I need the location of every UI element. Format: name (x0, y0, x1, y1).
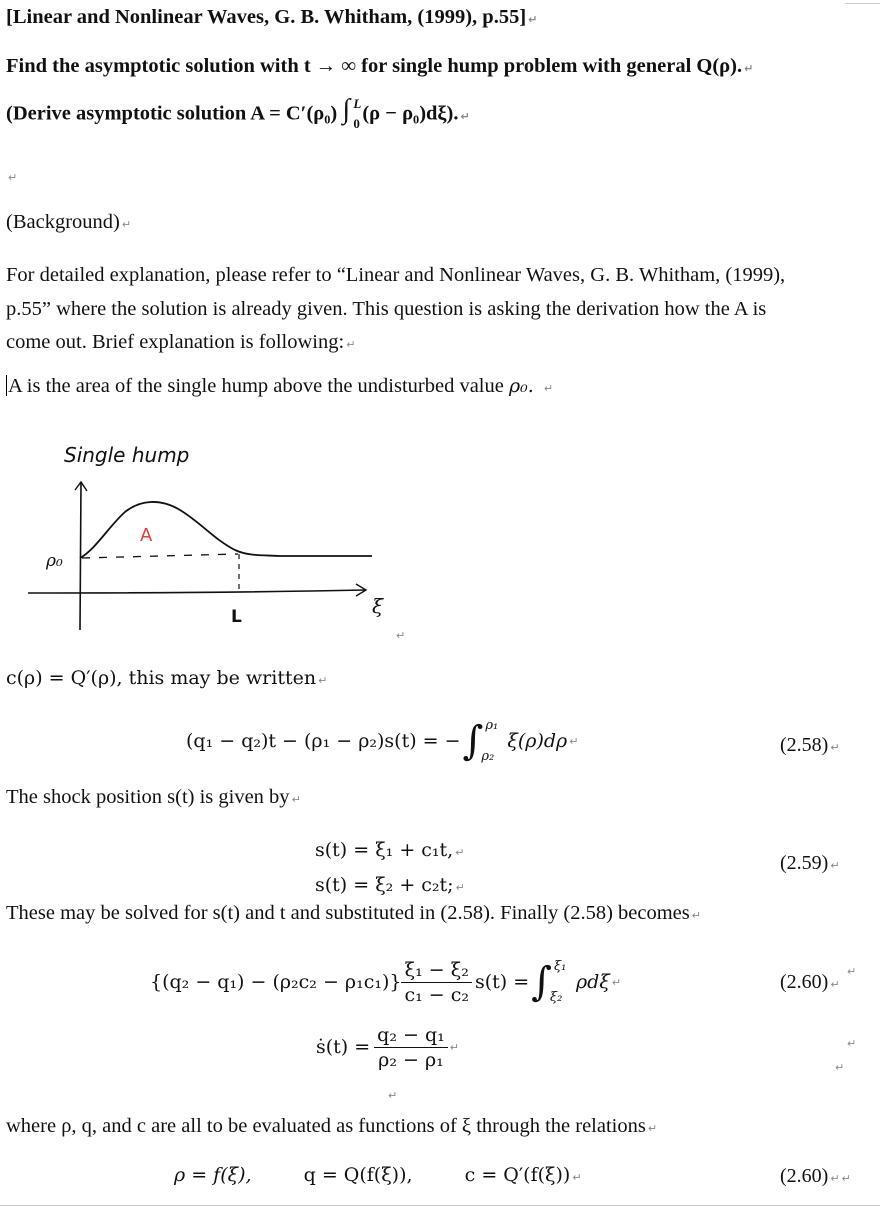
eq259-line-2 (315, 869, 465, 904)
para-mark: ↵ (572, 1171, 582, 1184)
para-mark: ↵ (291, 793, 301, 806)
eq-number-2-59 (780, 852, 840, 875)
para-line-2: p.55” where the solution is already given. This question is asking the derivation how the A is (6, 297, 767, 320)
eq260-mid: s(t) = (475, 971, 530, 993)
area-text: A is the area of the single hump above the undisturbed value (8, 375, 509, 397)
eq260-intro (6, 902, 701, 925)
eq259-intro (6, 786, 301, 809)
para-mark: ↵ (835, 1061, 845, 1074)
empty-paragraph (6, 168, 17, 186)
para-mark: ↵ (847, 1037, 857, 1050)
background-heading (6, 211, 131, 234)
eq260-lower: ξ₂ (550, 990, 563, 1005)
eq260-integrand: ρdξ (576, 971, 610, 993)
sdot-num: q₂ − q₁ (374, 1024, 448, 1048)
sdot-lhs: ṡ(t) = (316, 1036, 371, 1058)
derive-upper: L (353, 96, 362, 111)
figure-para-mark (394, 626, 405, 644)
eq260-frac-num: ξ₁ − ξ₂ (401, 959, 472, 983)
para-line-1: For detailed explanation, please refer to “Linear and Nonlinear Waves, G. B. Whitham, (1999), (6, 264, 786, 286)
para-mark: ↵ (830, 741, 840, 754)
para-mark: ↵ (691, 909, 701, 922)
eq259-line-1-text: s(t) = ξ₁ + c₁t, (315, 839, 454, 861)
para-mark: ↵ (449, 1040, 459, 1054)
relations-intro (6, 1115, 657, 1138)
eq260-intro-text: These may be solved for s(t) and t and substituted in (2.58). Finally (2.58) becomes (6, 902, 690, 924)
eq260-upper: ξ₁ (554, 959, 567, 974)
eq260-side-mark (845, 962, 856, 980)
area-line (6, 375, 553, 398)
relations-equation (174, 1164, 582, 1186)
empty-paragraph-2 (386, 1086, 397, 1104)
rho0-label: ρ₀ (46, 551, 63, 571)
background-heading-text: (Background) (6, 211, 120, 233)
derive-lower: 0 (353, 116, 360, 131)
equation-sdot (316, 1018, 459, 1076)
para-mark: ↵ (396, 629, 406, 642)
relations-intro-text: where ρ, q, and c are all to be evaluated as functions of ξ through the relations (6, 1115, 646, 1137)
eq258-lhs: (q₁ − q₂)t − (ρ₁ − ρ₂)s(t) = − (186, 730, 461, 752)
figure-title: Single hump (64, 443, 190, 467)
rho0-symbol: ρ₀. (508, 375, 534, 397)
para-mark: ↵ (121, 218, 132, 231)
eq259-line-1 (315, 834, 465, 869)
para-mark: ↵ (830, 978, 840, 991)
para-mark: ↵ (455, 881, 465, 894)
eq258-intro-text: c(ρ) = Q′(ρ), this may be written (6, 667, 317, 689)
eq-number-2-60-second (780, 1165, 851, 1188)
background-paragraph (6, 259, 785, 362)
single-hump-figure (20, 430, 440, 645)
x-axis (28, 590, 365, 593)
para-mark: ↵ (346, 338, 356, 351)
xi-label: ξ (372, 594, 384, 618)
undisturbed-dashed-line (82, 554, 238, 558)
eq260-fraction (401, 959, 472, 1006)
hump-curve (80, 502, 372, 558)
relation-q: q = Q(f(ξ)), (303, 1164, 413, 1186)
para-line-3-text: come out. Brief explanation is following: (6, 331, 345, 353)
sdot-side-mark-2 (833, 1058, 844, 1076)
relation-rho: ρ = f(ξ), (174, 1164, 252, 1186)
area-label: A (140, 525, 153, 546)
eq258-upper: ρ₁ (485, 718, 499, 733)
eq260-frac-den: c₁ − c₂ (404, 983, 469, 1006)
para-mark: ↵ (647, 1122, 658, 1135)
integral-sign: ∫ (462, 718, 484, 764)
eq259-line-2-text: s(t) = ξ₂ + c₂t; (315, 874, 454, 896)
para-mark: ↵ (543, 382, 554, 395)
derive-line (6, 94, 470, 131)
para-mark: ↵ (388, 1089, 398, 1102)
para-mark: ↵ (569, 734, 579, 748)
para-mark: ↵ (841, 1172, 851, 1185)
derive-prefix: (Derive asymptotic solution A = C′(ρ₀) (6, 102, 343, 125)
eq258-limits (481, 718, 507, 764)
eq260-lhs: {(q₂ − q₁) − (ρ₂c₂ − ρ₁c₁)} (150, 971, 402, 993)
task-text: Find the asymptotic solution with t → ∞ for single hump problem with general Q(ρ). (6, 55, 743, 77)
para-mark: ↵ (8, 171, 18, 184)
para-mark: ↵ (744, 62, 754, 75)
integral-sign: ∫ (342, 94, 351, 125)
eq258-lower: ρ₂ (481, 749, 495, 764)
eq260-number-text: (2.60) (780, 971, 829, 993)
para-line-3 (6, 326, 785, 362)
para-mark: ↵ (830, 1172, 840, 1185)
sdot-side-mark-1 (845, 1034, 856, 1052)
eq258-number-text: (2.58) (780, 734, 829, 756)
para-mark: ↵ (318, 674, 328, 687)
eq258-integrand: ξ(ρ)dρ (507, 730, 568, 752)
relation-c: c = Q′(f(ξ)) (464, 1164, 571, 1186)
y-axis (80, 482, 81, 630)
eq258-intro (6, 667, 327, 690)
para-mark: ↵ (830, 859, 840, 872)
page-edge-bottom (0, 1205, 880, 1209)
para-mark: ↵ (847, 965, 857, 978)
eq-number-2-58 (780, 734, 840, 757)
equation-2-59 (315, 834, 465, 904)
sdot-fraction (374, 1024, 448, 1071)
eq259-intro-text: The shock position s(t) is given by (6, 786, 290, 808)
para-mark: ↵ (460, 109, 470, 123)
relations-number-text: (2.60) (780, 1165, 829, 1187)
reference-text: [Linear and Nonlinear Waves, G. B. Whitham, (1999), p.55] (6, 6, 527, 28)
integral-sign: ∫ (531, 959, 553, 1005)
para-mark: ↵ (611, 975, 622, 989)
derive-integral (342, 94, 362, 131)
L-label: L (231, 607, 242, 627)
derive-integrand: (ρ − ρ₀)dξ). (362, 102, 459, 125)
page-edge-top (845, 0, 880, 4)
eq259-number-text: (2.59) (780, 852, 829, 874)
eq-number-2-60 (780, 971, 840, 994)
equation-2-58 (186, 711, 578, 771)
equation-2-60 (150, 952, 621, 1012)
text-cursor[interactable] (6, 375, 7, 396)
task-line (6, 55, 753, 78)
sdot-den: ρ₂ − ρ₁ (378, 1048, 444, 1071)
para-mark: ↵ (455, 846, 465, 859)
eq260-limits (550, 959, 576, 1005)
reference-line (6, 6, 537, 29)
para-mark: ↵ (528, 13, 538, 26)
